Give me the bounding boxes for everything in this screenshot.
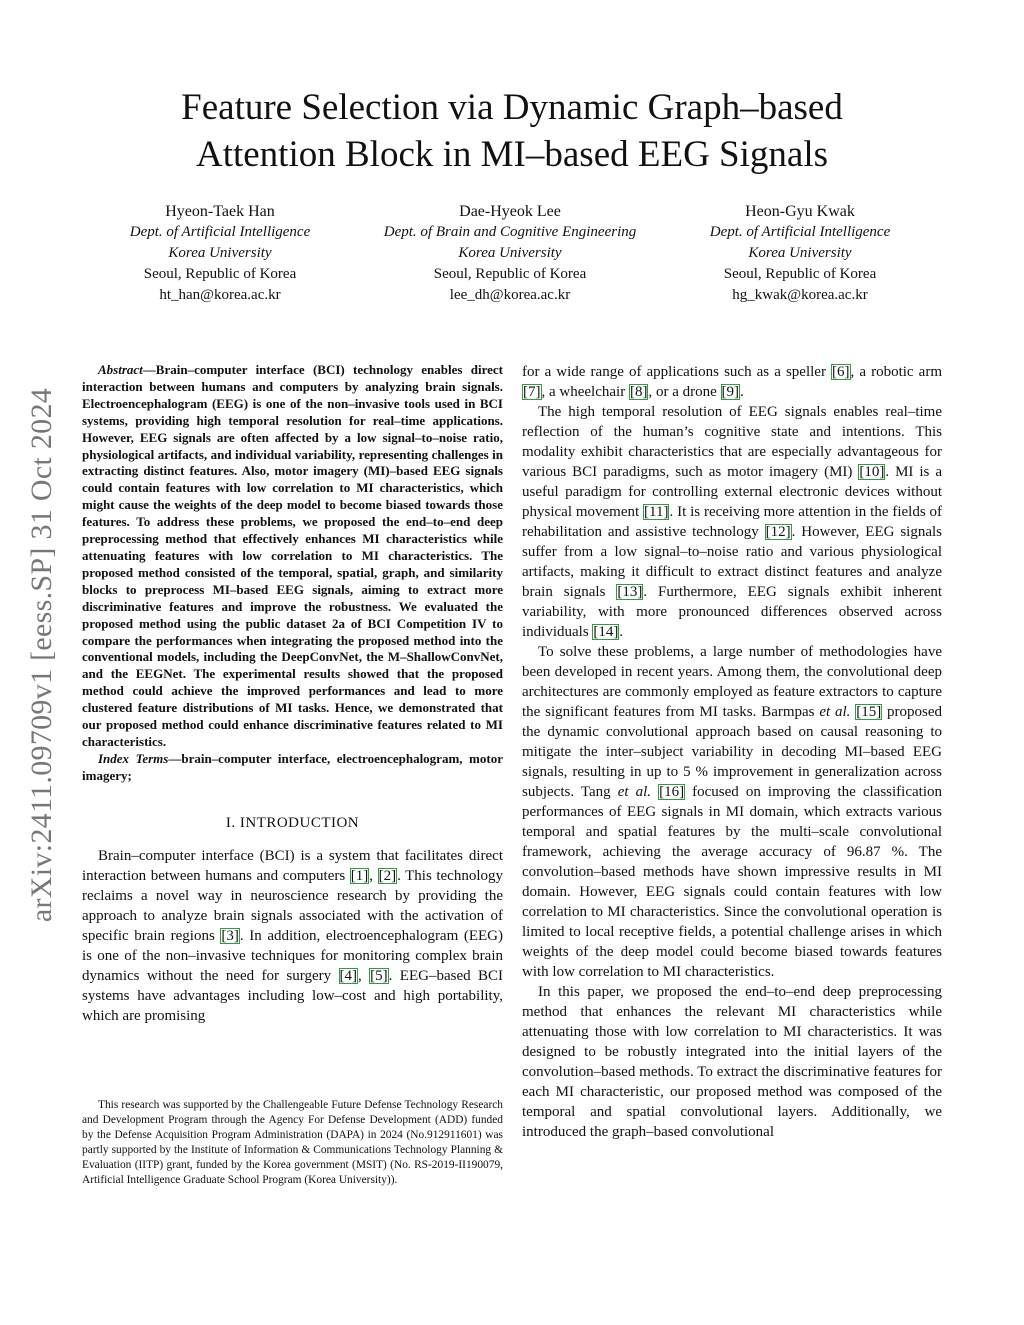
citation-link[interactable]: [1] — [350, 867, 369, 884]
funding-footnote: This research was supported by the Challengeable Future Defense Technology Research and Development Program through the Agency For Defense Development (ADD) funded by the Defense Acquisition Program Administration (DAPA) in 2024 (No.912911601) was partly supported by the Institute of Information & Communications Technology Planning & Evaluation (IITP) grant, funded by the Korea government (MSIT) (No. RS-2019-II190079, Artificial Intelligence Graduate School Program (Korea University)). — [82, 1099, 503, 1186]
text-run: . However, EEG signals suffer from a low signal–to–noise ratio and various physiological artifacts, making it difficult to extract distinct features and analyze brain signals — [522, 524, 942, 600]
index-terms-label: Index Terms — [98, 750, 169, 766]
author-location: Seoul, Republic of Korea — [433, 266, 587, 282]
citation-link[interactable]: [15] — [856, 704, 882, 720]
author-university: Korea University — [748, 245, 852, 261]
author-email[interactable]: ht_han@korea.ac.kr — [159, 287, 281, 303]
citation-link[interactable]: [9] — [721, 384, 740, 400]
text-run: The high temporal resolution of EEG signals enables real–time reflection of the human’s cognitive state and intentions. This modality exhibit characteristics that are especially advantageous for various BCI paradigms, such as motor imagery (MI) — [522, 404, 942, 480]
et-al: et al. — [819, 704, 851, 720]
citation-link[interactable]: [10] — [859, 464, 885, 480]
author-name: Heon-Gyu Kwak — [745, 203, 855, 220]
text-run: focused on improving the classification performances of EEG signals in MI domain, which extracts various temporal and spatial features by the multi–scale convolutional framework, achieving the average accuracy of 96.87 %. The convolution–based methods have shown impressive results in MI domain. However, EEG signals could contain features with low correlation to MI characteristics. Since the convolutional operation is limited to local receptive fields, a potential challenge arises in which weights of the deep model could become biased towards features with low correlation to MI characteristics. — [522, 784, 942, 980]
text-run: . MI is a useful paradigm for controlling external electronic devices without physical movement — [522, 464, 943, 520]
arxiv-stamp-text: arXiv:2411.09709v1 [eess.SP] 31 Oct 2024 — [25, 387, 58, 923]
text-run: , — [369, 867, 378, 884]
intro-paragraph: In this paper, we proposed the end–to–end deep preprocessing method that enhances the relevant MI characteristics while attenuating those with low correlation to MI characteristics. It was designed to be robustly integrated into the initial layers of the convolution–based methods. To extract the discriminative features for each MI characteristic, our proposed method was composed of the temporal and spatial convolutional layers. Additionally, we introduced the graph–based convolutional — [522, 984, 942, 1140]
text-run: . — [619, 624, 624, 640]
text-run: , or a drone — [648, 384, 721, 400]
author-dept: Dept. of Artificial Intelligence — [709, 224, 891, 240]
abstract-text: —Brain–computer interface (BCI) technology enables direct interaction between humans and computers by analyzing brain signals. Electroencephalogram (EEG) is one of the non–invasive tools used in BCI systems, providing high temporal resolution for real–time applications. However, EEG signals are often affected by a low signal–to–noise ratio, physiological artifacts, and individual variability, representing challenges in extracting distinct features. Also, motor imagery (MI)–based EEG signals could contain features with low correlation to MI characteristics, which might cause the weights of the deep model to become biased towards those features. To address these problems, we proposed the end–to–end deep preprocessing method that effectively enhances MI characteristics while attenuating features with low correlation to MI characteristics. The proposed method consisted of the temporal, spatial, graph, and similarity blocks to preprocess MI–based EEG signals, aiming to extract more discriminative features and improve the robustness. We evaluated the proposed method using the public dataset 2a of BCI Competition IV to compare the performances when integrating the proposed method into the conventional models, including the DeepConvNet, the M–ShallowConvNet, and the EEGNet. The experimental results showed that the proposed method could achieve the improved performances and lead to more clustered feature distributions of MI tasks. Hence, we demonstrated that our proposed method could enhance discriminative features related to MI characteristics. — [82, 362, 503, 749]
index-terms — [82, 751, 503, 785]
section-heading: I. INTRODUCTION — [225, 814, 360, 831]
text-run: . This technology reclaims a novel way in neuroscience research by providing the approach to analyze brain signals associated with the activation of specific brain regions — [82, 867, 504, 944]
author-name: Dae-Hyeok Lee — [459, 203, 561, 220]
text-run: for a wide range of applications such as a speller — [522, 364, 832, 380]
text-run: To solve these problems, a large number of methodologies have been developed in recent years. Among them, the convolutional deep architectures are commonly employed as feature extractors to capture the significant features from MI tasks. Barmpas — [522, 644, 942, 720]
et-al: et al. — [617, 784, 652, 800]
author-block-1 — [95, 201, 345, 306]
index-terms-text: —brain–computer interface, electroencephalogram, motor imagery; — [82, 750, 503, 783]
citation-link[interactable]: [6] — [832, 364, 850, 380]
title-line-2: Attention Block in MI–based EEG Signals — [195, 134, 829, 175]
author-university: Korea University — [458, 245, 562, 261]
intro-paragraph — [522, 362, 942, 402]
text-run: proposed the dynamic convolutional approach based on causal reasoning to mitigate the inter–subject variability in decoding MI–based EEG signals, resulting in up to 5 % improvement in generalization across subjects. Tang — [522, 704, 943, 800]
intro-paragraph — [522, 402, 942, 642]
text-run: , — [358, 967, 370, 984]
text-run: . EEG–based BCI systems have advantages including low–cost and high portability, which are promising — [82, 967, 503, 1024]
left-column — [82, 362, 503, 1026]
text-run: . — [740, 384, 744, 400]
citation-link[interactable]: [7] — [523, 384, 541, 400]
author-block-2 — [350, 201, 670, 306]
author-location: Seoul, Republic of Korea — [143, 266, 297, 282]
arxiv-stamp — [20, 350, 64, 960]
citation-link[interactable]: [8] — [629, 384, 648, 400]
abstract-label: Abstract — [98, 362, 143, 377]
author-name: Hyeon-Taek Han — [165, 203, 275, 220]
citation-link[interactable]: [5] — [370, 967, 388, 984]
citation-link[interactable]: [4] — [339, 967, 358, 984]
author-dept: Dept. of Artificial Intelligence — [129, 224, 311, 240]
author-university: Korea University — [168, 245, 272, 261]
text-run: , a robotic arm — [850, 364, 942, 380]
citation-link[interactable]: [13] — [617, 584, 643, 600]
author-email[interactable]: hg_kwak@korea.ac.kr — [732, 287, 868, 303]
intro-paragraph — [522, 642, 942, 982]
text-run: Brain–computer interface (BCI) is a system that facilitates direct interaction between humans and computers — [82, 847, 503, 884]
author-block-3 — [675, 201, 925, 306]
intro-paragraph — [82, 846, 503, 1026]
text-run: , a wheelchair — [541, 384, 629, 400]
text-run: . It is receiving more attention in the fields of rehabilitation and assistive technology — [522, 504, 943, 540]
text-run: . In addition, electroencephalogram (EEG) is one of the non–invasive techniques for monitoring complex brain dynamics without the need for surgery — [82, 927, 503, 984]
author-location: Seoul, Republic of Korea — [723, 266, 877, 282]
right-column — [522, 362, 942, 1142]
citation-link[interactable]: [16] — [659, 784, 685, 800]
citation-link[interactable]: [2] — [378, 867, 397, 884]
citation-link[interactable]: [14] — [593, 624, 619, 640]
citation-link[interactable]: [12] — [765, 524, 791, 540]
title-line-1: Feature Selection via Dynamic Graph–based — [181, 87, 843, 128]
paper-title — [100, 84, 924, 178]
abstract — [82, 362, 503, 751]
author-email[interactable]: lee_dh@korea.ac.kr — [449, 287, 571, 303]
author-dept: Dept. of Brain and Cognitive Engineering — [383, 224, 637, 240]
citation-link[interactable]: [3] — [221, 927, 239, 944]
citation-link[interactable]: [11] — [644, 504, 669, 520]
text-run: . Furthermore, EEG signals exhibit inherent variability, with more pronounced differences observed across individuals — [522, 584, 943, 640]
